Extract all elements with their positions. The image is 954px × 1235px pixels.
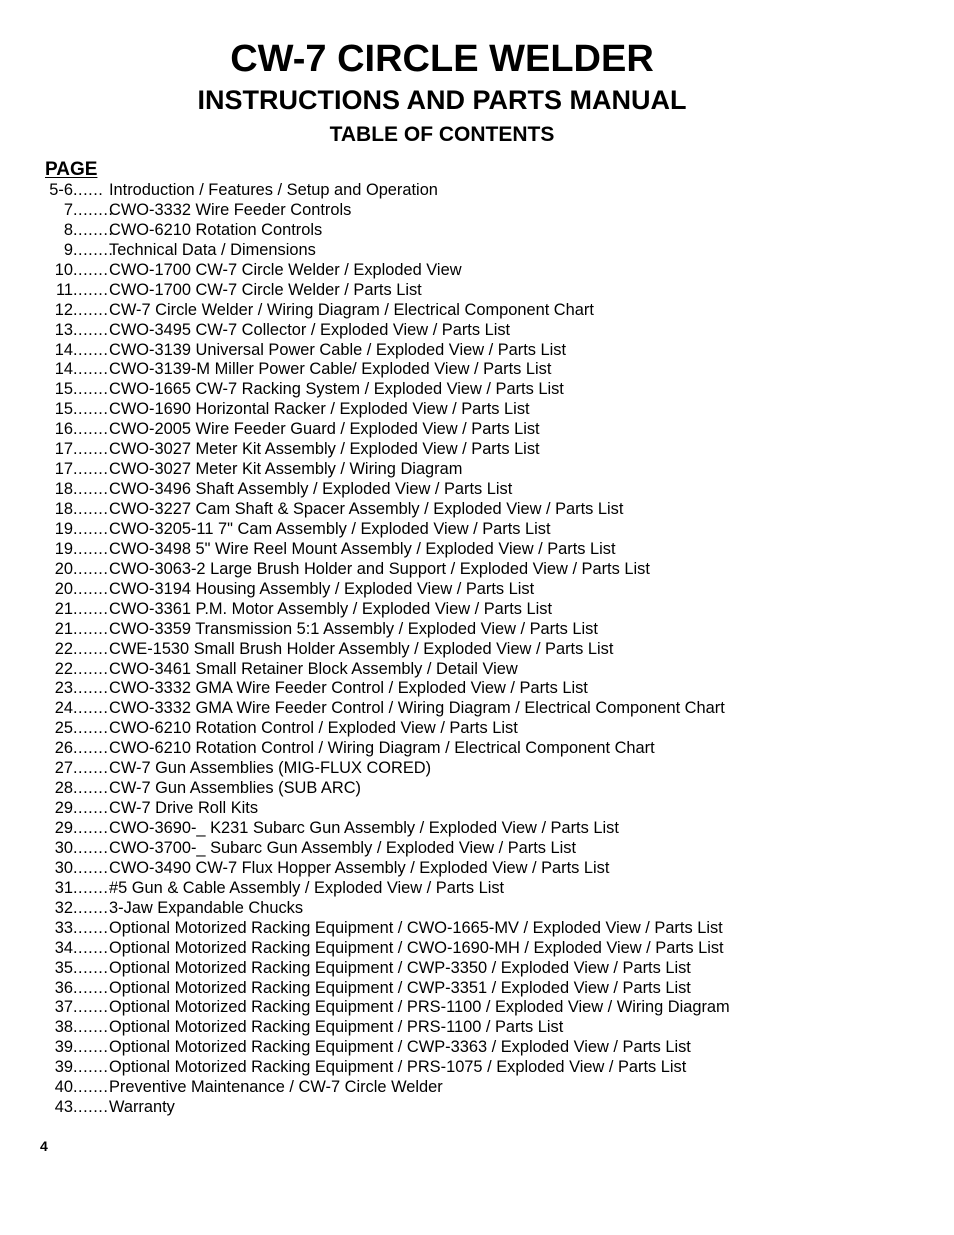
toc-entry-title: Introduction / Features / Setup and Operation [109,181,438,199]
toc-page-number: 29 [54,799,73,818]
toc-dot-leader: ....... [73,739,109,758]
page-number: 4 [40,1138,48,1154]
toc-entry [0,1078,730,1098]
toc-entry [0,1098,730,1118]
toc-dot-leader: ....... [73,360,109,379]
toc-page-number: 30 [54,838,73,857]
toc-dot-leader: ....... [73,519,109,538]
toc-page-number: 19 [54,519,73,538]
toc-page-number: 5-6 [49,181,73,199]
toc-page-number: 21 [54,619,73,638]
toc-entry-title: CWO-1700 CW-7 Circle Welder / Parts List [109,280,422,299]
toc-page-number: 15 [54,380,73,399]
toc-dot-leader: ....... [73,260,109,279]
toc-page-number: 7 [63,200,73,219]
toc-entry [0,839,730,859]
toc-entry-title: Warranty [109,1098,175,1117]
toc-page-number: 39 [54,1038,73,1057]
toc-dot-leader: ........ [73,220,114,239]
toc-entry-title: Optional Motorized Racking Equipment / CWO-1690-MH / Exploded View / Parts List [109,938,724,957]
toc-dot-leader: ....... [73,500,109,518]
toc-page-number: 14 [54,360,73,379]
toc-entry [0,1038,730,1058]
toc-entry [0,899,730,919]
toc-entry-title: Optional Motorized Racking Equipment / PRS-1100 / Exploded View / Wiring Diagram [109,998,730,1017]
toc-entry-title: CWO-3139-M Miller Power Cable/ Exploded View / Parts List [109,360,552,379]
toc-entry-title: CWO-3027 Meter Kit Assembly / Wiring Diagram [109,460,463,479]
toc-dot-leader: ....... [73,918,109,937]
toc-entry-title: CWO-3205-11 7" Cam Assembly / Exploded View / Parts List [109,519,551,538]
toc-dot-leader: ....... [73,858,109,877]
toc-page-number: 12 [54,300,73,319]
toc-dot-leader: ....... [73,719,109,738]
toc-entry [0,600,730,620]
toc-entry [0,759,730,779]
toc-dot-leader: ....... [73,639,109,658]
toc-page-number: 24 [54,699,73,718]
toc-page-number: 18 [54,480,73,499]
toc-entry [0,500,730,520]
toc-page-number: 38 [54,1018,73,1037]
toc-entry [0,460,730,480]
toc-page-number: 21 [54,599,73,618]
toc-dot-leader: ....... [73,1018,109,1037]
toc-entry [0,221,730,241]
toc-dot-leader: ....... [73,440,109,459]
toc-entry-title: CWO-6210 Rotation Controls [109,220,323,239]
toc-dot-leader: ....... [73,1058,109,1077]
toc-page-number: 15 [54,400,73,419]
toc-entry [0,939,730,959]
toc-entry-title: CWO-3194 Housing Assembly / Exploded View / Parts List [109,579,535,598]
toc-dot-leader: ....... [73,659,109,678]
toc-entry [0,520,730,540]
toc-page-number: 22 [54,639,73,658]
toc-entry-title: CWO-3361 P.M. Motor Assembly / Exploded View / Parts List [109,599,553,618]
toc-dot-leader: ....... [73,300,109,319]
toc-entry [0,400,730,420]
toc-entry-title: CW-7 Gun Assemblies (SUB ARC) [109,779,361,798]
toc-dot-leader: ....... [73,599,109,618]
toc-dot-leader: ....... [73,539,109,558]
toc-entry-title: CWO-3139 Universal Power Cable / Exploded View / Parts List [109,340,567,359]
toc-dot-leader: ....... [73,400,109,419]
toc-page-number: 9 [63,240,73,259]
toc-dot-leader: ....... [73,998,109,1017]
toc-entry-title: CWO-3490 CW-7 Flux Hopper Assembly / Exploded View / Parts List [109,858,610,877]
toc-page-number: 16 [54,420,73,439]
toc-dot-leader: ....... [73,320,109,339]
toc-page-number: 14 [54,340,73,359]
toc-entry-title: CW-7 Drive Roll Kits [109,799,259,818]
toc-entry [0,660,730,680]
toc-entry-title: CWO-3690-_ K231 Subarc Gun Assembly / Exploded View / Parts List [109,819,619,837]
toc-page-number: 13 [54,320,73,339]
toc-entry [0,1058,730,1078]
toc-entry [0,380,730,400]
document-title: CW-7 CIRCLE WELDER [230,38,654,80]
toc-page-number: 19 [54,539,73,558]
toc-page-number: 10 [54,260,73,279]
toc-dot-leader: ....... [73,958,109,977]
toc-dot-leader: ....... [73,420,109,439]
toc-page-number: 43 [54,1098,73,1117]
toc-page-number: 29 [54,819,73,837]
toc-entry-title: CWO-6210 Rotation Control / Wiring Diagram / Electrical Component Chart [109,739,655,758]
toc-entry-title: CWO-3063-2 Large Brush Holder and Support / Exploded View / Parts List [109,559,650,578]
toc-dot-leader: ....... [73,480,109,499]
toc-entry-title: CWO-1700 CW-7 Circle Welder / Exploded View [109,260,462,279]
toc-dot-leader: ....... [73,579,109,598]
toc-page-number: 37 [54,998,73,1017]
toc-entry [0,301,730,321]
toc-entry-title: CWO-3027 Meter Kit Assembly / Exploded View / Parts List [109,440,540,459]
toc-page-number: 22 [54,659,73,678]
toc-page-number: 39 [54,1058,73,1077]
toc-page-number: 25 [54,719,73,738]
toc-page-number: 36 [54,978,73,997]
toc-entry [0,640,730,660]
toc-entry [0,919,730,939]
toc-entry-title: CWO-3332 Wire Feeder Controls [109,200,352,219]
toc-entry-title: CW-7 Circle Welder / Wiring Diagram / Electrical Component Chart [109,300,594,319]
toc-dot-leader: ....... [73,978,109,997]
toc-entry [0,480,730,500]
toc-entry-title: CW-7 Gun Assemblies (MIG-FLUX CORED) [109,759,432,778]
toc-page-number: 35 [54,958,73,977]
toc-entry [0,241,730,261]
toc-page-number: 34 [54,938,73,957]
toc-entry-title: CWO-1665 CW-7 Racking System / Exploded View / Parts List [109,380,564,399]
page-column-header: PAGE [45,159,98,180]
toc-dot-leader: ....... [73,679,109,698]
toc-entry-title: CWE-1530 Small Brush Holder Assembly / Exploded View / Parts List [109,639,614,658]
toc-entry-title: #5 Gun & Cable Assembly / Exploded View / Parts List [109,878,505,897]
toc-dot-leader: ....... [73,759,109,778]
toc-dot-leader: ....... [73,559,109,578]
toc-entry-title: CWO-3461 Small Retainer Block Assembly / Detail View [109,659,518,678]
toc-dot-leader: ....... [73,878,109,897]
toc-dot-leader: ........ [73,240,114,259]
toc-dot-leader: ....... [73,819,109,837]
toc-entry-title: Optional Motorized Racking Equipment / CWO-1665-MV / Exploded View / Parts List [109,918,723,937]
toc-page-number: 33 [54,918,73,937]
toc-entry-title: CWO-3332 GMA Wire Feeder Control / Wiring Diagram / Electrical Component Chart [109,699,725,718]
toc-entry-title: Optional Motorized Racking Equipment / PRS-1100 / Parts List [109,1018,564,1037]
toc-entry [0,859,730,879]
toc-page-number: 20 [54,579,73,598]
toc-page-number: 30 [54,858,73,877]
toc-entry [0,979,730,999]
toc-dot-leader: ....... [73,340,109,359]
toc-entry-title: Optional Motorized Racking Equipment / PRS-1075 / Exploded View / Parts List [109,1058,687,1077]
toc-entry-title: CWO-1690 Horizontal Racker / Exploded View / Parts List [109,400,530,419]
toc-entry [0,560,730,580]
toc-dot-leader: ....... [73,799,109,818]
toc-entry [0,699,730,719]
toc-entry [0,321,730,341]
toc-entry [0,420,730,440]
toc-page-number: 17 [54,440,73,459]
toc-entry [0,540,730,560]
toc-entry [0,998,730,1018]
toc-dot-leader: ....... [73,460,109,479]
toc-page-number: 27 [54,759,73,778]
toc-entry-title: CWO-3332 GMA Wire Feeder Control / Exploded View / Parts List [109,679,588,698]
toc-page-number: 31 [54,878,73,897]
toc-entry [0,620,730,640]
toc-page-number: 11 [55,280,73,299]
toc-entry-title: Technical Data / Dimensions [109,240,316,259]
toc-entry [0,739,730,759]
toc-dot-leader: ...... [73,181,104,199]
toc-entry-title: CWO-3700-_ Subarc Gun Assembly / Exploded View / Parts List [109,838,577,857]
toc-entry [0,341,730,361]
toc-dot-leader: ....... [73,938,109,957]
toc-entry [0,201,730,221]
toc-entry [0,959,730,979]
toc-page-number: 32 [54,898,73,917]
toc-entry [0,580,730,600]
toc-dot-leader: ....... [73,1078,109,1097]
toc-entry-title: CWO-6210 Rotation Control / Exploded View / Parts List [109,719,518,738]
toc-entry [0,1018,730,1038]
toc-entry [0,679,730,699]
toc-entry [0,819,730,839]
toc-entry [0,261,730,281]
toc-entry [0,879,730,899]
toc-dot-leader: ....... [73,380,109,399]
toc-entry [0,360,730,380]
toc-entry-title: Optional Motorized Racking Equipment / CWP-3350 / Exploded View / Parts List [109,958,691,977]
toc-page-number: 17 [54,460,73,479]
toc-entry-title: CWO-3498 5" Wire Reel Mount Assembly / Exploded View / Parts List [109,539,616,558]
toc-page-number: 40 [54,1078,73,1097]
toc-page-number: 26 [54,739,73,758]
toc-page-number: 20 [54,559,73,578]
toc-dot-leader: ....... [73,898,109,917]
toc-page-number: 18 [54,500,73,518]
toc-entry-title: CWO-3496 Shaft Assembly / Exploded View / Parts List [109,480,513,499]
document-subtitle: INSTRUCTIONS AND PARTS MANUAL [197,85,687,115]
toc-dot-leader: ....... [73,838,109,857]
toc-entry [0,440,730,460]
toc-entry-title: CWO-3227 Cam Shaft & Spacer Assembly / Exploded View / Parts List [109,500,624,518]
toc-dot-leader: ....... [73,619,109,638]
toc-entry [0,181,730,201]
toc-entry [0,799,730,819]
toc-entry-title: Preventive Maintenance / CW-7 Circle Welder [109,1078,443,1097]
toc-entry-title: CWO-3359 Transmission 5:1 Assembly / Exploded View / Parts List [109,619,598,638]
toc-entry-title: Optional Motorized Racking Equipment / CWP-3351 / Exploded View / Parts List [109,978,691,997]
toc-entry-title: 3-Jaw Expandable Chucks [109,898,304,917]
toc-entry [0,719,730,739]
toc-dot-leader: ....... [73,1098,109,1117]
toc-entry-title: CWO-3495 CW-7 Collector / Exploded View / Parts List [109,320,511,339]
toc-dot-leader: ....... [73,779,109,798]
toc-page-number: 8 [63,220,73,239]
table-of-contents [0,181,730,1118]
toc-entry-title: Optional Motorized Racking Equipment / CWP-3363 / Exploded View / Parts List [109,1038,691,1057]
toc-dot-leader: ....... [73,699,109,718]
toc-entry-title: CWO-2005 Wire Feeder Guard / Exploded View / Parts List [109,420,540,439]
toc-dot-leader: ....... [73,1038,109,1057]
toc-entry [0,779,730,799]
toc-entry [0,281,730,301]
toc-page-number: 28 [54,779,73,798]
toc-dot-leader: ........ [73,200,114,219]
toc-page-number: 23 [54,679,73,698]
toc-dot-leader: ....... [73,280,109,299]
section-title: TABLE OF CONTENTS [329,123,555,146]
